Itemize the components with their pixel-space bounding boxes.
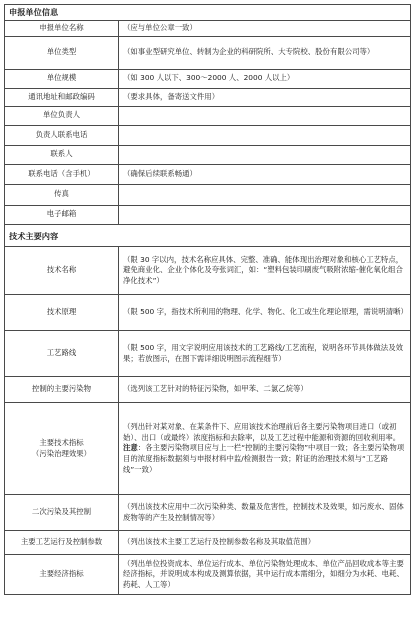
row-value[interactable] bbox=[119, 145, 411, 164]
row-label: 主要经济指标 bbox=[5, 555, 119, 595]
row-label: 传真 bbox=[5, 184, 119, 205]
form-row bbox=[5, 88, 411, 106]
row-label: 单位类型 bbox=[5, 36, 119, 69]
form-row bbox=[5, 125, 411, 145]
form-row bbox=[5, 331, 411, 377]
row-value[interactable]: （应与单位公章一致） bbox=[119, 20, 411, 36]
form-row bbox=[5, 20, 411, 36]
row-label: 技术名称 bbox=[5, 247, 119, 295]
form-row bbox=[5, 145, 411, 164]
row-label: 工艺路线 bbox=[5, 331, 119, 377]
row-value[interactable]: （要求具体，备寄送文件用） bbox=[119, 88, 411, 106]
row-value[interactable] bbox=[119, 184, 411, 205]
row-value[interactable]: （限 30 字以内，技术名称应具体、完整、准确、能体现出治理对象和核心工艺特点，避免商业化、企业个体化及夸张词汇，如：“塑料包装印刷废气吸附浓缩-催化氧化组合净化技术”） bbox=[119, 247, 411, 295]
form-row bbox=[5, 205, 411, 224]
row-value[interactable] bbox=[119, 205, 411, 224]
form-row bbox=[5, 106, 411, 125]
form-row bbox=[5, 164, 411, 184]
row-value[interactable] bbox=[119, 106, 411, 125]
row-label: 单位负责人 bbox=[5, 106, 119, 125]
row-label: 主要工艺运行及控制参数 bbox=[5, 531, 119, 555]
form-row bbox=[5, 403, 411, 495]
section-title-technology: 技术主要内容 bbox=[5, 224, 411, 247]
row-label: 电子邮箱 bbox=[5, 205, 119, 224]
row-value[interactable] bbox=[119, 125, 411, 145]
form-row bbox=[5, 377, 411, 403]
section-header-row bbox=[5, 224, 411, 247]
form-row bbox=[5, 531, 411, 555]
form-row bbox=[5, 184, 411, 205]
section-header-row bbox=[5, 5, 411, 21]
row-value[interactable]: （选列该工艺针对的特征污染物，如甲苯、二氯乙烷等） bbox=[119, 377, 411, 403]
row-label: 二次污染及其控制 bbox=[5, 495, 119, 531]
row-label: 控制的主要污染物 bbox=[5, 377, 119, 403]
form-row bbox=[5, 69, 411, 88]
row-value[interactable]: （确保后续联系畅通） bbox=[119, 164, 411, 184]
section-title-applicant: 申报单位信息 bbox=[5, 5, 411, 21]
row-label: 联系电话（含手机） bbox=[5, 164, 119, 184]
form-row bbox=[5, 495, 411, 531]
row-value[interactable]: （如 300 人以下、300～2000 人、2000 人以上） bbox=[119, 69, 411, 88]
row-label: 单位规模 bbox=[5, 69, 119, 88]
row-value[interactable]: （限 500 字，指技术所利用的物理、化学、物化、化工或生化理论原理，需说明清晰） bbox=[119, 295, 411, 331]
form-table bbox=[4, 4, 411, 595]
row-label: 联系人 bbox=[5, 145, 119, 164]
row-label: 负责人联系电话 bbox=[5, 125, 119, 145]
row-value-emphasis: 注意 bbox=[123, 443, 138, 453]
form-row bbox=[5, 295, 411, 331]
row-value[interactable] bbox=[119, 403, 411, 495]
row-label: 通讯地址和邮政编码 bbox=[5, 88, 119, 106]
row-value-text: ：各主要污染物项目应与上一栏“控制的主要污染物”中项目一致；各主要污染物项目的浓度指标数据须与申报材料中监/检测报告一致；附证的治理技术须与“工艺路线”一致） bbox=[123, 443, 405, 474]
row-value[interactable]: （限 500 字，用文字说明应用该技术的工艺路线/工艺流程，说明各环节具体做法及效果；若放图示，在图下需详细说明图示流程细节） bbox=[119, 331, 411, 377]
row-label: 申报单位名称 bbox=[5, 20, 119, 36]
form-row bbox=[5, 36, 411, 69]
form-row bbox=[5, 247, 411, 295]
row-value[interactable]: （列出单位投资成本、单位运行成本、单位污染物处理成本、单位产品回收成本等主要经济指标，并说明成本构成及测算依据，其中运行成本需细分，如细分为水耗、电耗、药耗、人工等） bbox=[119, 555, 411, 595]
row-value[interactable]: （列出该技术主要工艺运行及控制参数名称及其取值范围） bbox=[119, 531, 411, 555]
application-form bbox=[4, 4, 411, 595]
row-label: 技术原理 bbox=[5, 295, 119, 331]
row-value[interactable]: （如事业型研究单位、转制为企业的科研院所、大专院校、股份有限公司等） bbox=[119, 36, 411, 69]
row-value[interactable]: （列出该技术应用中二次污染种类、数量及危害性，控制技术及效果，如污废水、固体废物等的产生及控制情况等） bbox=[119, 495, 411, 531]
form-row bbox=[5, 555, 411, 595]
row-value-text: （列出针对某对象、在某条件下、应用该技术治理前后各主要污染物项目进口（或初始）、出口（或最终）浓度指标和去除率，以及工艺过程中能源和资源的回收利用率。 bbox=[123, 422, 401, 442]
row-label: 主要技术指标 （污染治理效果） bbox=[5, 403, 119, 495]
